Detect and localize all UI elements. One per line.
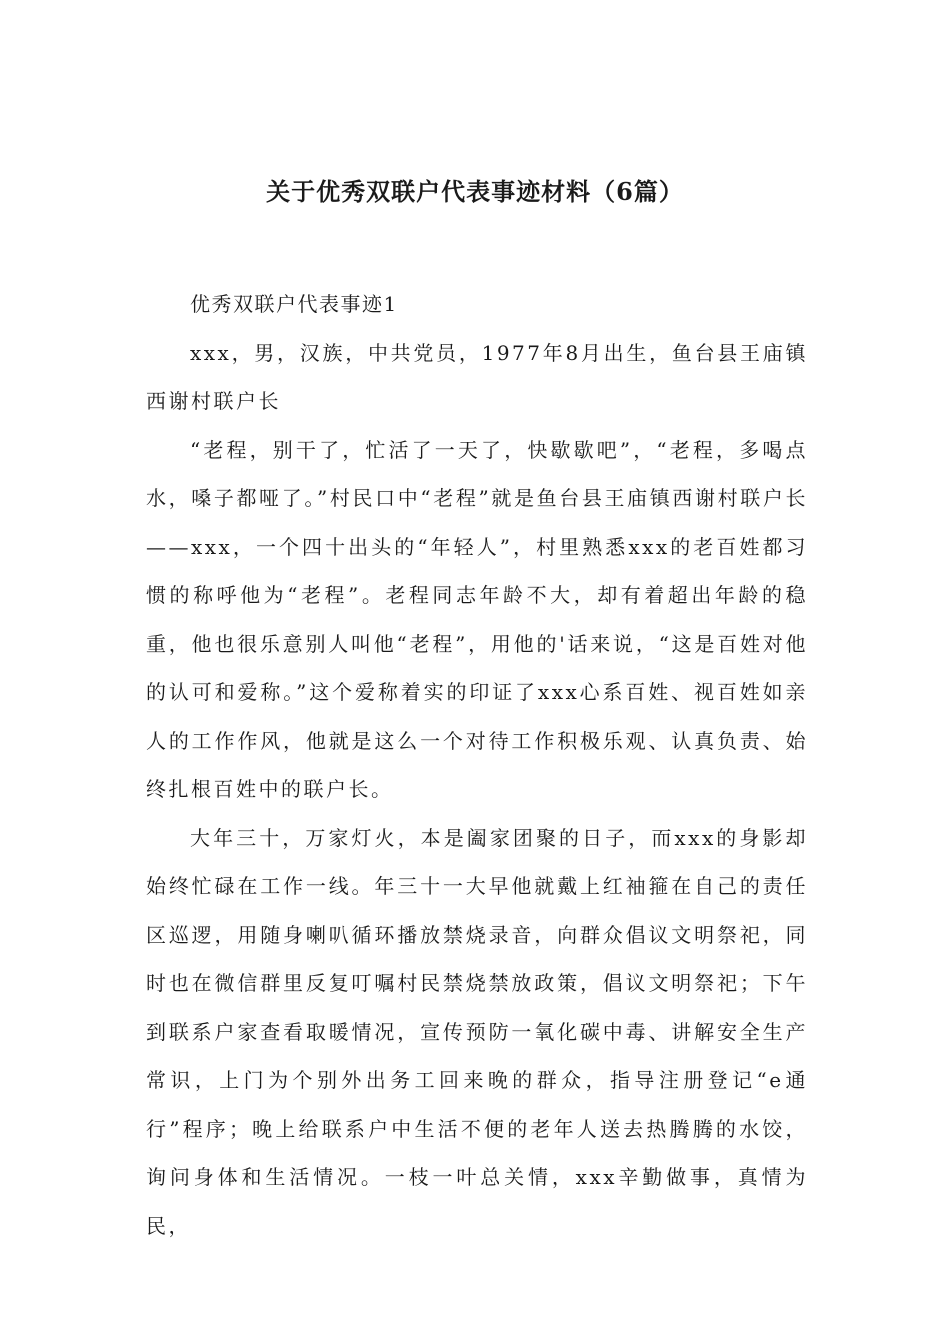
section-heading: 优秀双联户代表事迹1 [190,292,398,316]
paragraph-new-year: 大年三十，万家灯火，本是阖家团聚的日子，而xxx的身影却始终忙碌在工作一线。年三十一大早他就戴上红袖箍在自己的责任区巡逻，用随身喇叭循环播放禁烧录音，向群众倡议文明祭祀，同时也在微信群里反复叮嘱村民禁烧禁放政策，倡议文明祭祀；下午到联系户家查看取暖情况，宣传预防一氧化碳中毒、讲解安全生产常识，上门为个别外出务工回来晚的群众，指导注册登记“e通行”程序；晚上给联系户中生活不便的老年人送去热腾腾的水饺，询问身体和生活情况。一枝一叶总关情，xxx辛勤做事，真情为民， [146,825,808,1238]
paragraph-nickname: “老程，别干了，忙活了一天了，快歇歇吧”，“老程，多喝点水，嗓子都哑了。”村民口中“老程”就是鱼台县王庙镇西谢村联户长——xxx，一个四十出头的“年轻人”，村里熟悉xxx的老百姓都习惯的称呼他为“老程”。老程同志年龄不大，却有着超出年龄的稳重，他也很乐意别人叫他“老程”，用他的'话来说，“这是百姓对他的认可和爱称。”这个爱称着实的印证了xxx心系百姓、视百姓如亲人的工作作风，他就是这么一个对待工作积极乐观、认真负责、始终扎根百姓中的联户长。 [146,437,808,801]
document-title: 关于优秀双联户代表事迹材料（6篇） [266,177,684,207]
document-body [146,280,808,1250]
paragraph-profile: xxx，男，汉族，中共党员，1977年8月出生，鱼台县王庙镇西谢村联户长 [146,340,808,413]
